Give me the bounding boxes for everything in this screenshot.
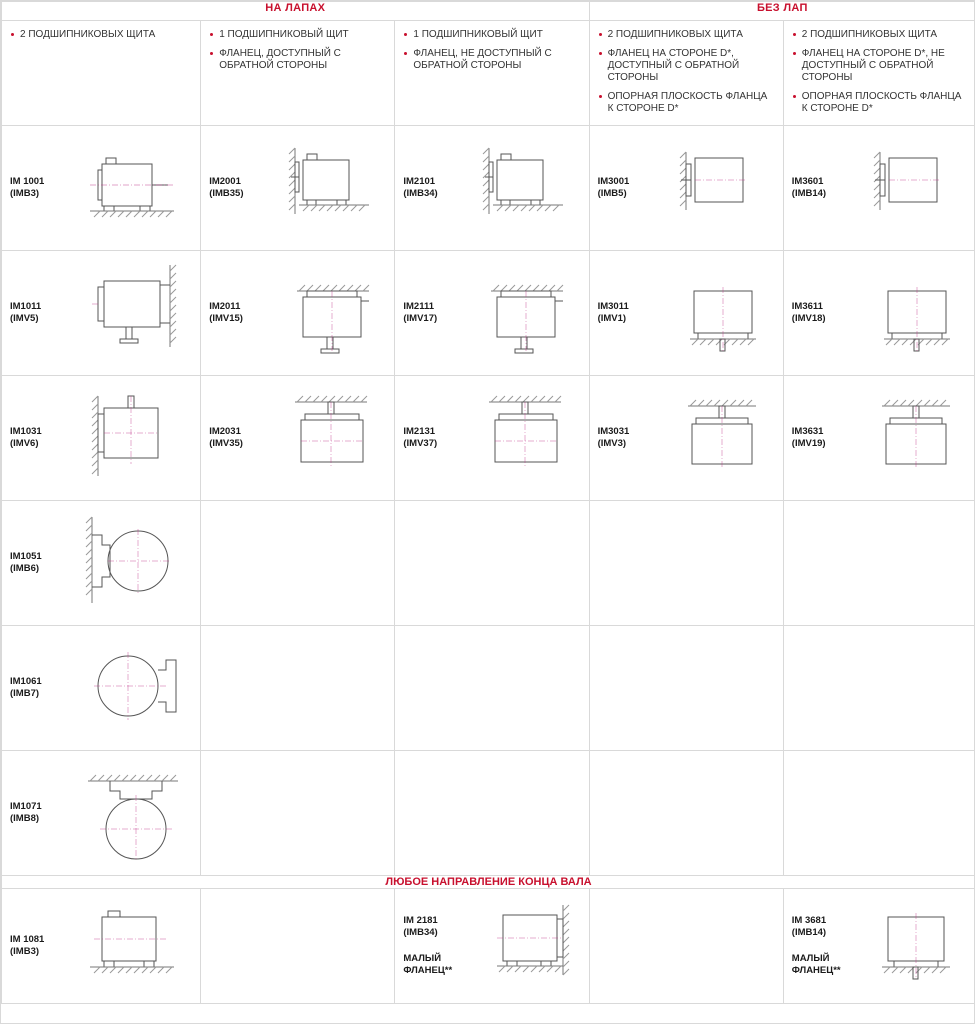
im-code: IM3631 — [791, 426, 824, 437]
figure-horiz-wall-nolegs — [662, 126, 783, 250]
cell-im3681 — [783, 889, 975, 1004]
bullet-item: 2 ПОДШИПНИКОВЫХ ЩИТА — [598, 29, 775, 41]
designation-label — [395, 301, 467, 325]
im-alt-code: (IMV35) — [209, 438, 243, 449]
designation-label — [201, 176, 273, 200]
figure-horiz-wall-flange-left — [467, 126, 588, 250]
cell-im1051 — [2, 501, 201, 626]
figure-vert-down-nolegs — [662, 251, 783, 375]
designation-label — [2, 176, 74, 200]
im-alt-code: (IMB34) — [403, 927, 438, 938]
im-code: IM 1081 — [10, 934, 45, 945]
designation-label — [395, 176, 467, 200]
figure-horiz-wall-flange-left — [467, 889, 588, 1003]
figure-vert-up-ceiling — [273, 376, 394, 500]
cell-im3611 — [783, 251, 975, 376]
im-code: IM1061 — [10, 676, 42, 687]
designation-label — [2, 676, 74, 700]
cell-empty — [783, 626, 975, 751]
im-alt-code: (IMV17) — [403, 313, 438, 324]
bullet-item: ФЛАНЕЦ, ДОСТУПНЫЙ С ОБРАТНОЙ СТОРОНЫ — [209, 48, 386, 72]
im-code: IM3031 — [597, 426, 630, 437]
cell-im2181 — [395, 889, 589, 1004]
bullets-col-1 — [201, 21, 395, 126]
designation-label — [2, 551, 74, 575]
im-alt-code: (IMB14) — [791, 188, 827, 199]
cell-im1071 — [2, 751, 201, 876]
im-alt-code: (IMV37) — [403, 438, 438, 449]
figure-round-ceiling — [74, 751, 200, 875]
figure-vert-wall-down — [74, 251, 200, 375]
group-header-row — [2, 2, 975, 21]
im-code: IM 3681 — [791, 915, 827, 926]
im-alt-code: (IMB5) — [597, 188, 627, 199]
cell-empty — [589, 889, 783, 1004]
mounting-arrangements-table — [1, 1, 975, 1004]
cell-im2131 — [395, 376, 589, 501]
cell-im3001 — [589, 126, 783, 251]
figure-vert-up-ceiling — [467, 376, 588, 500]
im-alt-code: (IMV5) — [10, 313, 39, 324]
im-code: IM 1001 — [10, 176, 45, 187]
cell-im2001 — [201, 126, 395, 251]
cell-im3011 — [589, 251, 783, 376]
im-code: IM2011 — [209, 301, 241, 312]
bullet-item: 2 ПОДШИПНИКОВЫХ ЩИТА — [10, 29, 192, 41]
im-code: IM3011 — [597, 301, 629, 312]
cell-im2031 — [201, 376, 395, 501]
figure-round-free — [74, 626, 200, 750]
figure-horiz-feet-floor — [74, 126, 200, 250]
im-code: IM 2181 — [403, 915, 438, 926]
figure-vert-down-nolegs — [856, 251, 975, 375]
designation-label — [2, 426, 74, 450]
table-row-last — [2, 889, 975, 1004]
im-code: IM1071 — [10, 801, 42, 812]
bullet-item: 1 ПОДШИПНИКОВЫЙ ЩИТ — [403, 29, 580, 41]
cell-im1031 — [2, 376, 201, 501]
designation-label — [395, 426, 467, 450]
cell-im3631 — [783, 376, 975, 501]
small-flange-note: МАЛЫЙ ФЛАНЕЦ** — [403, 953, 453, 976]
small-flange-note: МАЛЫЙ ФЛАНЕЦ** — [791, 953, 841, 976]
designation-label — [201, 426, 273, 450]
designation-label — [2, 301, 74, 325]
im-code: IM2001 — [209, 176, 241, 187]
im-alt-code: (IMV6) — [10, 438, 39, 449]
group-header-legs: НА ЛАПАХ — [2, 2, 590, 21]
cell-empty — [201, 626, 395, 751]
figure-vert-wall-down-feet — [467, 251, 588, 375]
cell-empty — [589, 751, 783, 876]
designation-label — [784, 301, 856, 325]
figure-horiz-wall-nolegs — [856, 126, 975, 250]
designation-label — [395, 915, 467, 977]
bullets-col-3 — [589, 21, 783, 126]
cell-im3031 — [589, 376, 783, 501]
cell-im2011 — [201, 251, 395, 376]
im-code: IM2111 — [403, 301, 435, 312]
group-header-nolegs: БЕЗ ЛАП — [589, 2, 975, 21]
cell-empty — [395, 626, 589, 751]
figure-horiz-feet-floor — [74, 889, 200, 1003]
im-alt-code: (IMB3) — [10, 946, 40, 957]
cell-empty — [783, 501, 975, 626]
table-row — [2, 501, 975, 626]
cell-empty — [783, 751, 975, 876]
bullet-item: ОПОРНАЯ ПЛОСКОСТЬ ФЛАНЦА К СТОРОНЕ D* — [792, 91, 967, 115]
im-alt-code: (IMV15) — [209, 313, 243, 324]
im-code: IM2101 — [403, 176, 436, 187]
bullets-col-2 — [395, 21, 589, 126]
cell-im1001 — [2, 126, 201, 251]
cell-im2111 — [395, 251, 589, 376]
figure-round-wall-left — [74, 501, 200, 625]
bullet-item: 1 ПОДШИПНИКОВЫЙ ЩИТ — [209, 29, 386, 41]
any-direction-header-row — [2, 876, 975, 889]
cell-empty — [589, 626, 783, 751]
figure-horiz-wall-flange-left — [273, 126, 394, 250]
cell-empty — [201, 501, 395, 626]
im-code: IM1011 — [10, 301, 42, 312]
figure-vert-up-nolegs — [662, 376, 783, 500]
cell-empty — [201, 751, 395, 876]
im-alt-code: (IMB35) — [209, 188, 244, 199]
im-alt-code: (IMV18) — [791, 313, 826, 324]
figure-vert-wall-down-feet — [273, 251, 394, 375]
bullets-col-4 — [783, 21, 975, 126]
table-row — [2, 751, 975, 876]
im-alt-code: (IMB7) — [10, 688, 40, 699]
im-code: IM1051 — [10, 551, 42, 562]
bullet-item: ФЛАНЕЦ, НЕ ДОСТУПНЫЙ С ОБРАТНОЙ СТОРОНЫ — [403, 48, 580, 72]
im-alt-code: (IMB3) — [10, 188, 40, 199]
cell-im1081 — [2, 889, 201, 1004]
cell-im2101 — [395, 126, 589, 251]
im-alt-code: (IMB8) — [10, 813, 40, 824]
table-row — [2, 251, 975, 376]
im-alt-code: (IMB6) — [10, 563, 40, 574]
cell-empty — [395, 751, 589, 876]
table-row — [2, 626, 975, 751]
im-alt-code: (IMV1) — [597, 313, 627, 324]
designation-label — [590, 426, 662, 450]
designation-label — [2, 801, 74, 825]
im-alt-code: (IMB34) — [403, 188, 438, 199]
figure-vert-up-wall — [74, 376, 200, 500]
im-code: IM1031 — [10, 426, 42, 437]
figure-vert-up-nolegs — [856, 376, 975, 500]
cell-im3601 — [783, 126, 975, 251]
table-row — [2, 376, 975, 501]
table-row — [2, 126, 975, 251]
cell-empty — [201, 889, 395, 1004]
bullet-item: ФЛАНЕЦ НА СТОРОНЕ D*, ДОСТУПНЫЙ С ОБРАТНОЙ СТОРОНЫ — [598, 48, 775, 84]
im-code: IM2031 — [209, 426, 241, 437]
designation-label — [784, 915, 856, 977]
figure-vert-down-nolegs — [856, 889, 975, 1003]
im-alt-code: (IMB14) — [791, 927, 827, 938]
im-code: IM3601 — [791, 176, 824, 187]
im-alt-code: (IMV19) — [791, 438, 826, 449]
designation-label — [590, 301, 662, 325]
bullets-row — [2, 21, 975, 126]
bullet-item: ОПОРНАЯ ПЛОСКОСТЬ ФЛАНЦА К СТОРОНЕ D* — [598, 91, 775, 115]
im-code: IM2131 — [403, 426, 436, 437]
im-code: IM3001 — [597, 176, 630, 187]
cell-im1011 — [2, 251, 201, 376]
any-shaft-direction-header: ЛЮБОЕ НАПРАВЛЕНИЕ КОНЦА ВАЛА — [2, 876, 975, 889]
designation-label — [2, 934, 74, 958]
bullet-item: ФЛАНЕЦ НА СТОРОНЕ D*, НЕ ДОСТУПНЫЙ С ОБРАТНОЙ СТОРОНЫ — [792, 48, 967, 84]
designation-label — [784, 176, 856, 200]
designation-label — [590, 176, 662, 200]
cell-empty — [589, 501, 783, 626]
designation-label — [784, 426, 856, 450]
cell-empty — [395, 501, 589, 626]
cell-im1061 — [2, 626, 201, 751]
im-alt-code: (IMV3) — [597, 438, 627, 449]
bullet-item: 2 ПОДШИПНИКОВЫХ ЩИТА — [792, 29, 967, 41]
im-code: IM3611 — [791, 301, 823, 312]
bullets-col-0 — [2, 21, 201, 126]
designation-label — [201, 301, 273, 325]
